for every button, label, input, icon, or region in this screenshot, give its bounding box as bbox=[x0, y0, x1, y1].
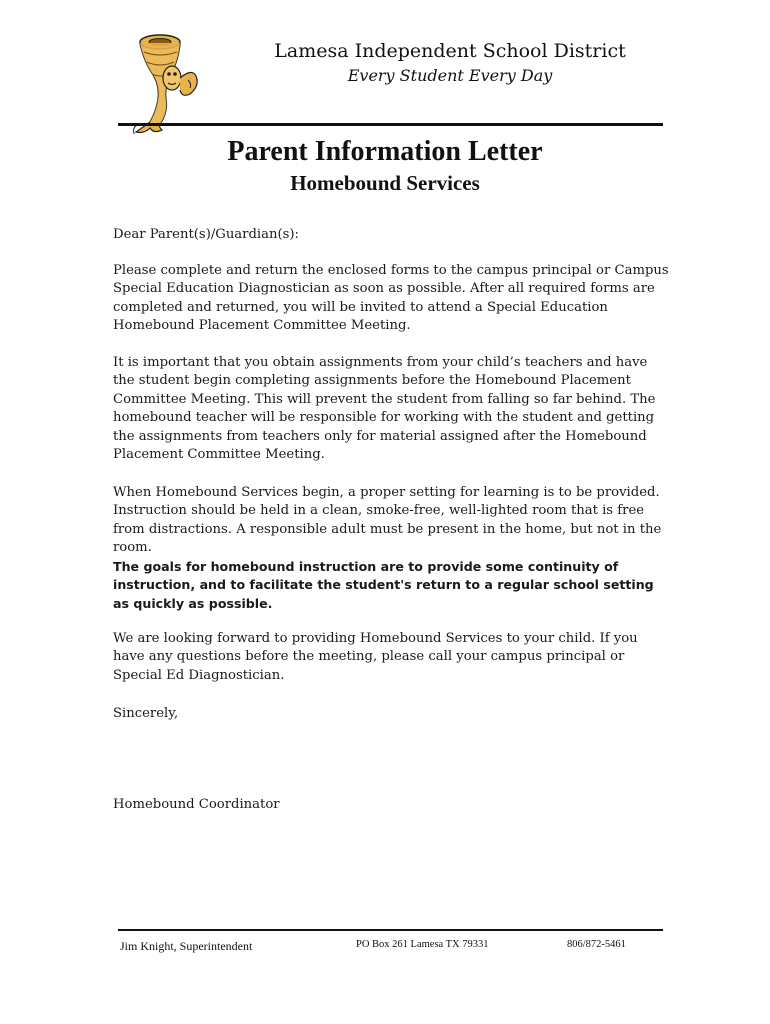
tornado-mascot-logo-icon bbox=[130, 28, 220, 136]
paragraph-setting: When Homebound Services begin, a proper setting for learning is to be provided. Instruction should be held in a clean, smoke-free, well-lighted room that is free from distractions. A responsible adult must be present in the home, but not in the room. bbox=[113, 485, 662, 556]
footer-address: PO Box 261 Lamesa TX 79331 bbox=[356, 939, 489, 950]
footer-phone: 806/872-5461 bbox=[567, 939, 626, 950]
letter-title: Parent Information Letter bbox=[227, 136, 543, 167]
salutation: Dear Parent(s)/Guardian(s): bbox=[113, 227, 299, 242]
district-motto: Every Student Every Day bbox=[347, 66, 553, 85]
closing: Sincerely, bbox=[113, 706, 179, 721]
paragraph-goals: The goals for homebound instruction are to provide some continuity of instruction, and to facilitate the student's return to a regular school setting as quickly as possible. bbox=[113, 559, 654, 611]
footer-divider bbox=[118, 929, 663, 931]
signature-title: Homebound Coordinator bbox=[113, 797, 280, 812]
header-divider bbox=[118, 123, 663, 126]
paragraph-assignments: It is important that you obtain assignments from your child’s teachers and have the student begin completing assignments before the Homebound Placement Committee Meeting. This will prevent the student from falling so far behind. The homebound teacher will be responsible for working with the student and getting the assignments from teachers only for material assigned after the Homebound Placement Committee Meeting. bbox=[113, 355, 656, 463]
footer-superintendent: Jim Knight, Superintendent bbox=[120, 939, 253, 953]
letter-subtitle: Homebound Services bbox=[290, 171, 480, 195]
paragraph-forms: Please complete and return the enclosed forms to the campus principal or Campus Special Education Diagnostician as soon as possible. After all required forms are completed and returned, you will be invited to attend a Special Education Homebound Placement Committee Meeting. bbox=[113, 263, 669, 334]
district-logo bbox=[130, 28, 220, 136]
paragraph-closing-note: We are looking forward to providing Homebound Services to your child. If you have any questions before the meeting, please call your campus principal or Special Ed Diagnostician. bbox=[113, 631, 638, 683]
district-name: Lamesa Independent School District bbox=[274, 40, 626, 62]
